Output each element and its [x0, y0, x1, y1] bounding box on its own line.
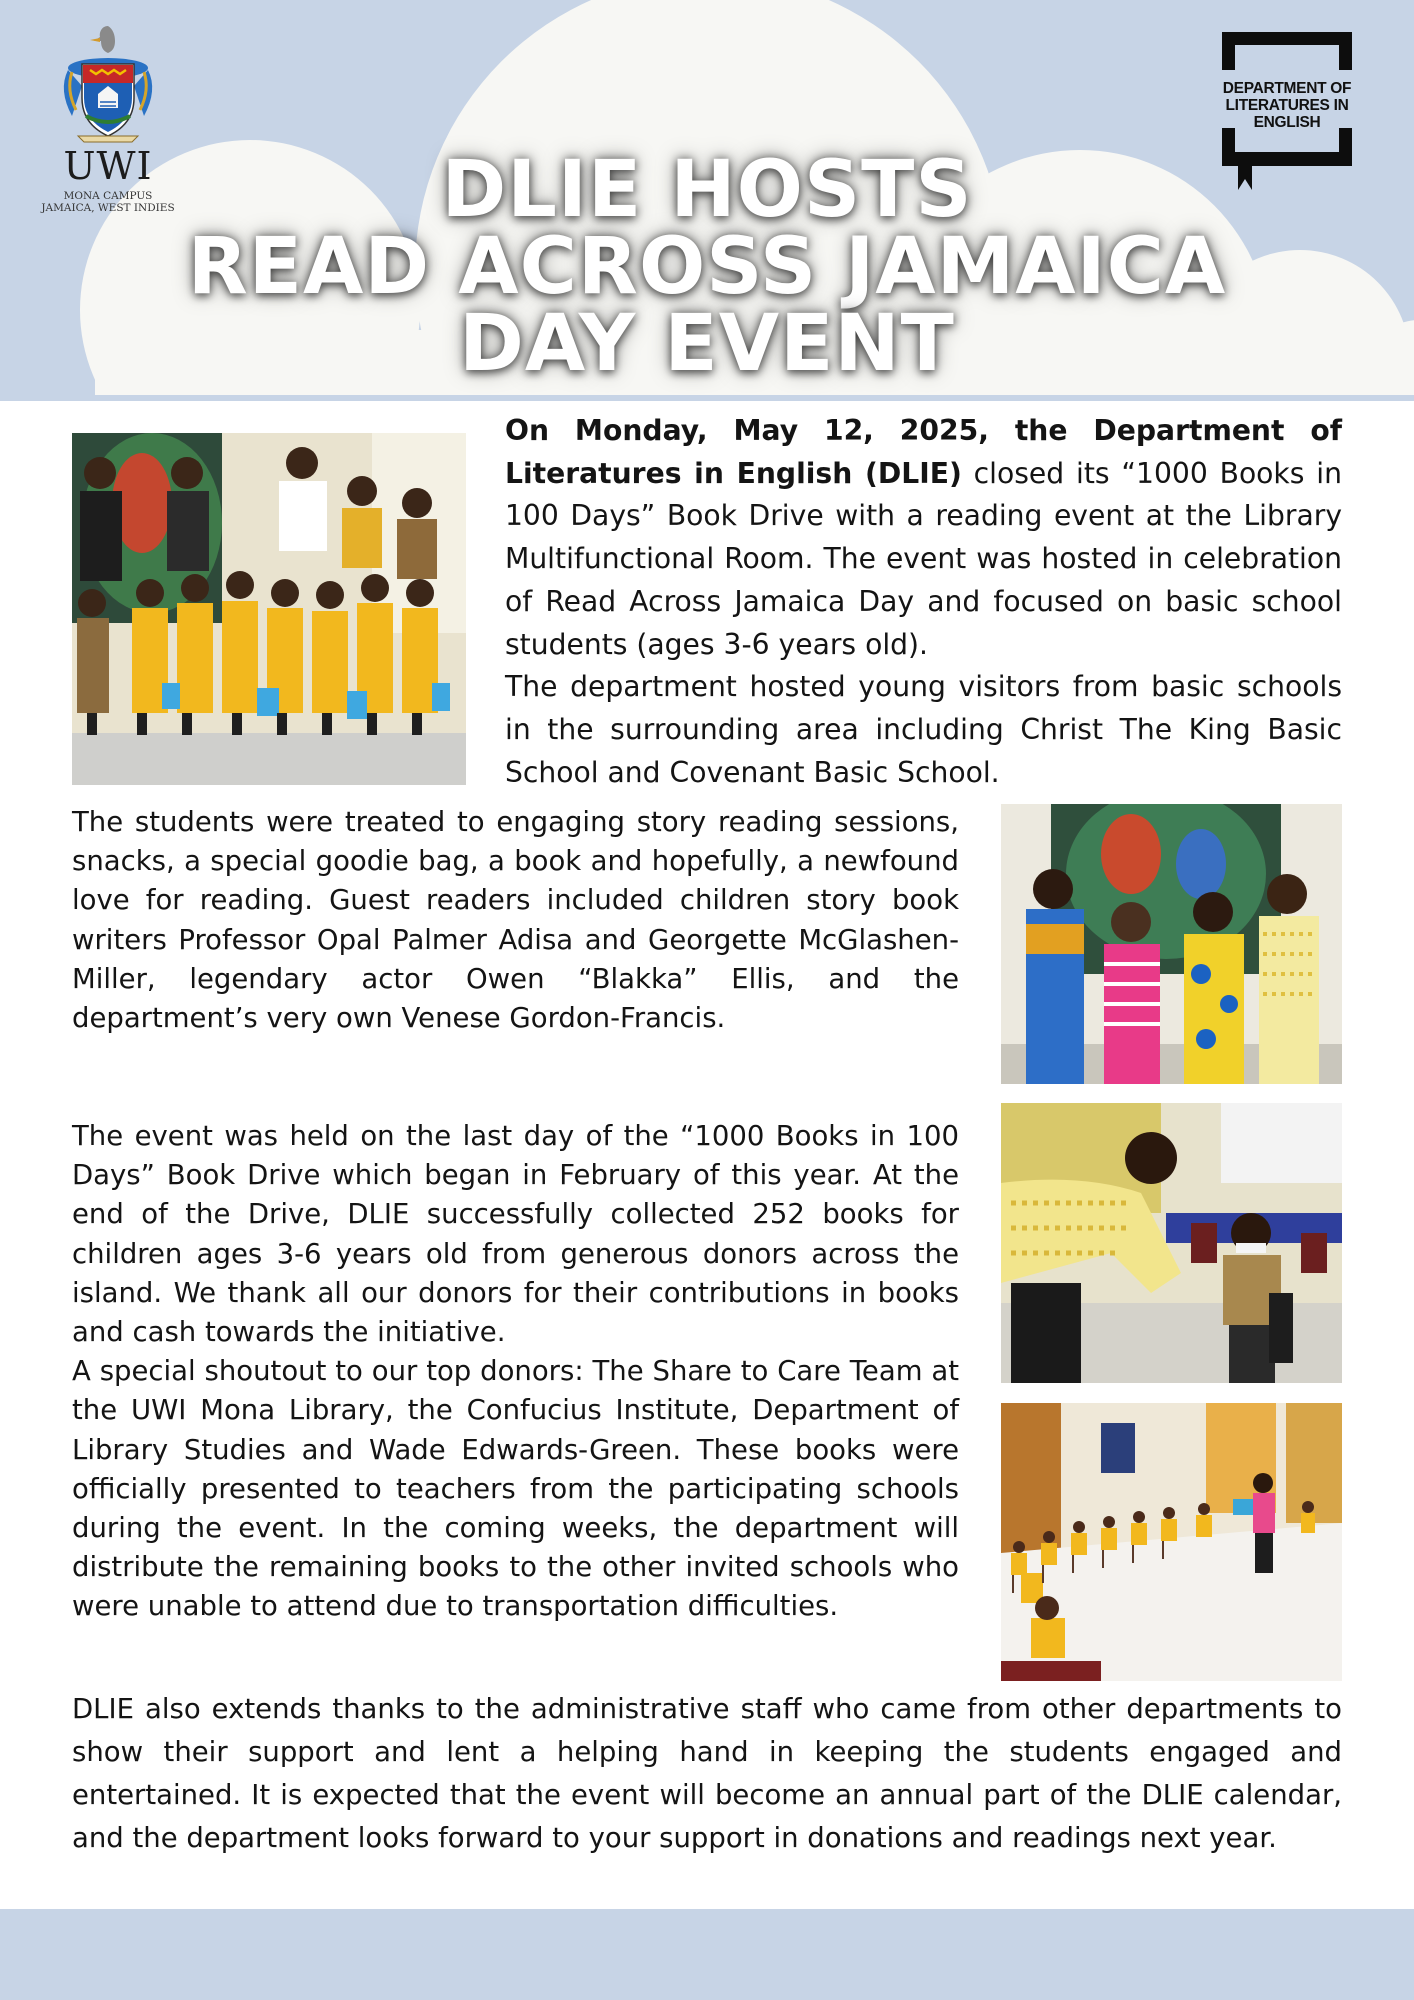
donors-text: A special shoutout to our top donors: The Share to Care Team at the UWI Mona Library, the Confucius Institute, Department of Library Studies and Wade Edwards-Green. These books were officially presented to teachers from the participating schools during the event. In the coming weeks, the department will distribute the remaining books to the other invited schools who were unable to attend due to transportation difficulties.: [72, 1355, 959, 1623]
header-divider: [0, 395, 1414, 401]
intro-rest: closed its “1000 Books in 100 Days” Book Drive with a reading event at the Library Multifunctional Room. The event was hosted in celebration of Read Across Jamaica Day and focused on basic school students (ages 3-6 years old).: [505, 456, 1342, 661]
dept-logo-line3: ENGLISH: [1253, 114, 1321, 131]
thanks-paragraph: DLIE also extends thanks to the administrative staff who came from other departments to show their support and lent a helping hand in keeping the students engaged and entertained. It is expected that the event will become an annual part of the DLIE calendar, and the department looks forward to your support in donations and readings next year.: [72, 1693, 1342, 1854]
book-presentation-photo: [1001, 1103, 1342, 1383]
footer-band: [0, 1909, 1414, 2000]
header-banner: [0, 0, 1414, 395]
drive-text: The event was held on the last day of the “1000 Books in 100 Days” Book Drive which began in February of this year. At the end of the Drive, DLIE successfully collected 252 books for children ages 3-6 years old from generous donors across the island. We thank all our donors for their contributions in books and cash towards the initiative.: [72, 1120, 959, 1349]
reading-session-photo: [1001, 1403, 1342, 1681]
dept-logo-line2: LITERATURES IN: [1225, 97, 1349, 114]
uwi-subtitle-line2: JAMAICA, WEST INDIES: [41, 202, 175, 214]
uwi-subtitle-line1: MONA CAMPUS: [63, 190, 153, 202]
dept-logo-line1: DEPARTMENT OF: [1222, 80, 1352, 97]
group-photo-students: [72, 433, 466, 785]
uwi-crest-icon: [38, 20, 178, 145]
guest-readers-photo: [1001, 804, 1342, 1084]
intro-paragraph: [505, 410, 1342, 794]
page-title: [60, 145, 1354, 389]
treats-paragraph: The students were treated to engaging story reading sessions, snacks, a special goodie bag, a book and hopefully, a newfound love for reading. Guest readers included children story book writers Professor Opal Palmer Adisa and Georgette McGlashen-Miller, legendary actor Owen “Blakka” Ellis, and the department’s very own Venese Gordon-Francis.: [72, 806, 959, 1035]
book-drive-paragraph: [72, 1117, 959, 1627]
uwi-wordmark: UWI: [63, 144, 153, 188]
intro-text: [505, 410, 1342, 666]
visitors-text: The department hosted young visitors from basic schools in the surrounding area including Christ The King Basic School and Covenant Basic School.: [505, 670, 1342, 789]
title-line2: READ ACROSS JAMAICA: [187, 222, 1227, 312]
intro-bold-lead: On Monday, May 12, 2025, the Department of Literatures in English (DLIE): [505, 414, 1342, 490]
title-line3: DAY EVENT: [459, 299, 955, 389]
title-line1: DLIE HOSTS: [441, 145, 973, 235]
department-logo-text: [1222, 80, 1352, 131]
